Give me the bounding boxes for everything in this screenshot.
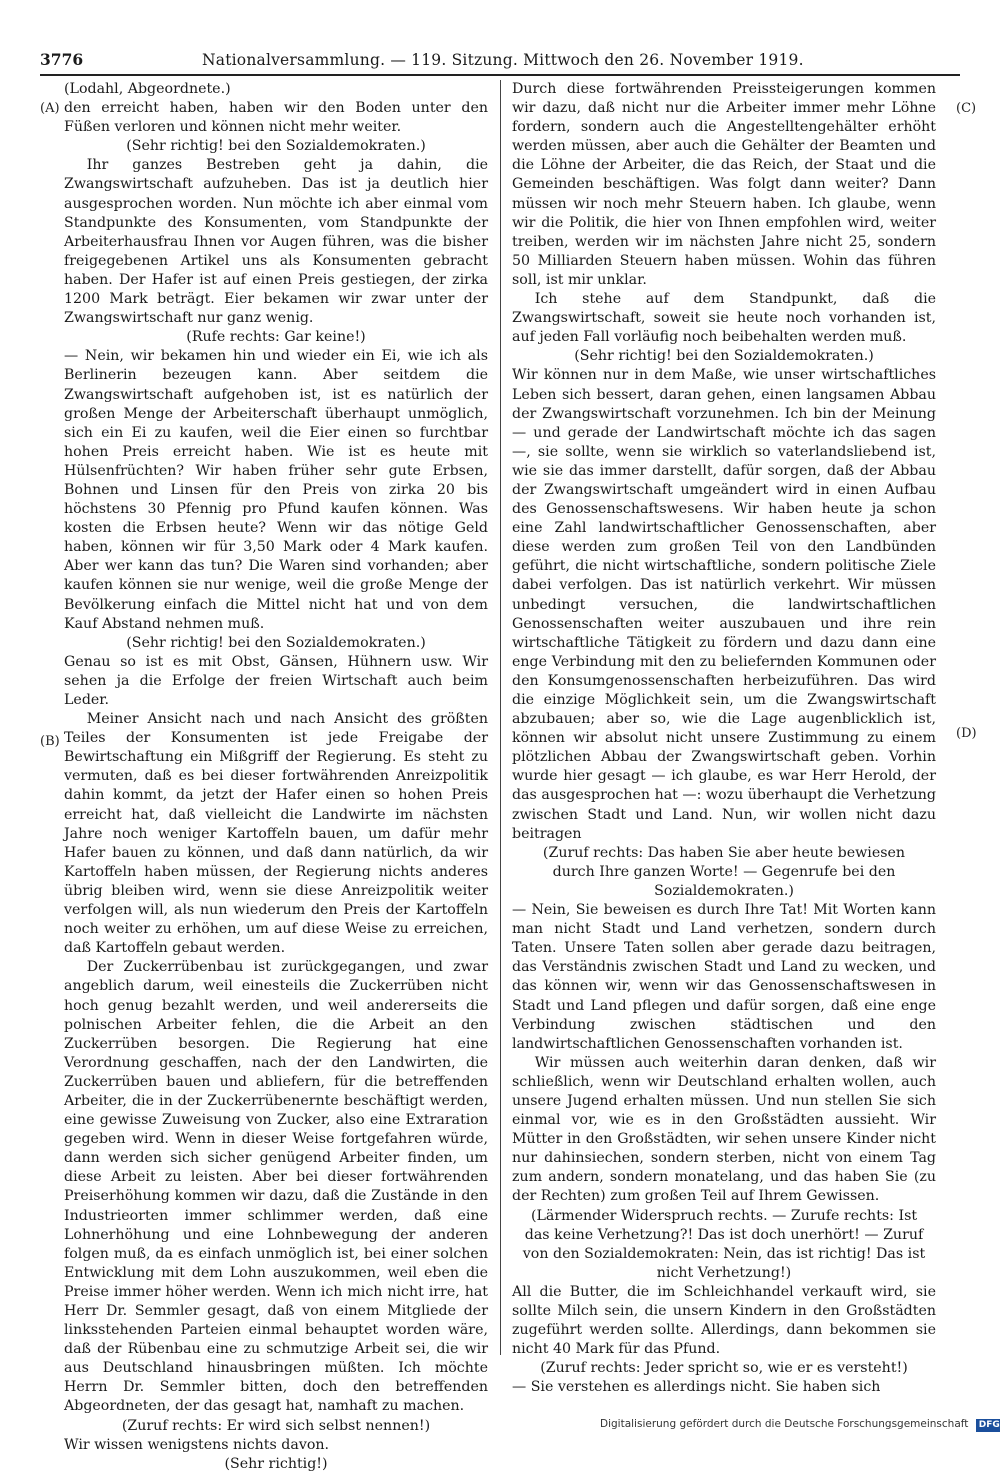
paragraph: — Nein, wir bekamen hin und wieder ein Ei, wie ich als Berlinerin bezeugen kann. Aber seitdem die Zwangswirtschaft aufgehoben ist, ist es natürlich der großen Menge der Arbeiterschaft überhaupt unmöglich, sich ein Ei zu kaufen, weil die Eier einen so furchtbar hohen Preis erreicht haben. Wie ist es heute mit Hülsenfrüchten? Wir haben früher sehr gute Erbsen, Bohnen und Linsen für den Preis von zirka 20 bis höchstens 30 Pfennig pro Pfund kaufen können. Was kosten die Erbsen heute? Wenn wir das nötige Geld haben, können wir für 3,50 Mark oder 4 Mark kaufen. Aber wer kann das tun? Die Waren sind vorhanden; aber kaufen können sie nur wenige, weil die große Menge der Bevölkerung einfach die Mittel nicht hat und von dem Kauf Abstand nehmen muß. (64, 348, 488, 632)
paragraph: Wir können nur in dem Maße, wie unser wirtschaftliches Leben sich bessert, daran gehen, einen langsamen Abbau der Zwangswirtschaft vorzunehmen. Ich bin der Meinung — und gerade der Landwirtschaft möchte ich das sagen —, sie sollte, wenn sie wirklich so vaterlandsliebend ist, wie sie das immer darstellt, dafür sorgen, daß der Abbau der Zwangswirtschaft umgeändert wird in einen Aufbau des Genossenschaftswesens. Wir haben heute ja schon eine Zahl landwirtschaftlicher Genossenschaften, aber diese werden zum großen Teil von den Landbünden geführt, die nicht wirtschaftliche, sondern politische Ziele dabei verfolgen. Das ist natürlich verkehrt. Wir müssen unbedingt versuchen, die landwirtschaftlichen Genossenschaften weiter auszubauen und ihre rein wirtschaftliche Tätigkeit zu fördern und dazu dann eine enge Verbindung mit den zu beliefernden Kommunen oder den Konsumgenossenschaften herbeizuführen. Das wird die einzige Möglichkeit sein, um die Zwangswirtschaft abzubauen; aber so, wie die Lage augenblicklich ist, können wir absolut nicht unsere Zustimmung zu einem plötzlichen Abbau der Zwangswirtschaft geben. Vorhin wurde hier gesagt — ich glaube, es war Herr Herold, der das ausgesprochen hat —: wozu überhaupt die Verhetzung zwischen Stadt und Land. Nun, wir wollen nicht dazu beitragen (512, 367, 936, 842)
page-number: 3776 (40, 50, 84, 69)
interjection: (Zuruf rechts: Er wird sich selbst nennen!) (121, 1417, 431, 1434)
header-rule (40, 74, 960, 76)
margin-mark-b: (B) (40, 734, 60, 749)
paragraph: Meiner Ansicht nach und nach Ansicht des größten Teiles der Konsumenten ist jede Freigabe der Bewirtschaftung ein Mißgriff der Regierung. Es steht zu vermuten, daß es bei dieser fortwährenden Anreizpolitik dahin kommt, da jetzt der Hafer einen so hohen Preis erreicht hat, daß vielleicht die Landwirte im nächsten Jahre noch weniger Kartoffeln bauen, um dafür mehr Hafer bauen zu können, und daß dann natürlich, da wir Kartoffeln haben müssen, der Regierung nichts anderes übrig bleiben wird, wenn sie diese Anreizpolitik weiter verfolgen will, als nun wiederum den Preis der Kartoffeln noch weiter zu erhöhen, um auf diese Weise zu erreichen, daß Kartoffeln gebaut werden. (64, 711, 488, 957)
margin-mark-c: (C) (956, 101, 977, 116)
paragraph: Der Zuckerrübenbau ist zurückgegangen, und zwar angeblich darum, weil einesteils die Zuckerrüben nicht hoch genug bezahlt werden, und weil andererseits die polnischen Arbeiter fehlen, die die Arbeit an den Zuckerrüben besorgen. Die Regierung hat eine Verordnung geschaffen, nach der den Landwirten, die Zuckerrüben bauen und abliefern, für die betreffenden Arbeiter, die in der Zuckerrübenernte beschäftigt werden, eine gewisse Zuweisung von Zucker, also eine Extraration gegeben wird. Wenn in dieser Weise fortgefahren würde, dann werden sich sicher genügend Arbeiter finden, um diese Arbeit zu leisten. Aber bei dieser fortwährenden Preiserhöhung kommen wir dazu, daß die Zustände in den Industrieorten immer schlimmer werden, daß eine Lohnerhöhung und eine Lohnbewegung der anderen folgen muß, da es einfach unmöglich ist, bei einer solchen Entwicklung mit dem Lohn auszukommen, weil eben die Preise immer höher werden. Wenn ich mich nicht irre, hat Herr Dr. Semmler gesagt, daß von einem Mitgliede der linksstehenden Parteien einmal behauptet worden wäre, daß der Rübenbau eine zu schmutzige Arbeit sei, die wir aus Deutschland hinausbringen müßten. Ich möchte Herrn Dr. Semmler bitten, doch den betreffenden Abgeordneten, der das gesagt hat, namhaft zu machen. (64, 959, 488, 1415)
interjection: (Sehr richtig! bei den Sozialdemokraten.) (126, 634, 426, 651)
paragraph: den erreicht haben, haben wir den Boden unter den Füßen verloren und können nicht mehr weiter. (64, 100, 488, 136)
left-column (64, 80, 488, 1474)
paragraph: Wir wissen wenigstens nichts davon. (64, 1436, 330, 1453)
paragraph: — Sie verstehen es allerdings nicht. Sie haben sich (512, 1379, 881, 1396)
interjection: (Sehr richtig!) (224, 1455, 328, 1472)
interjection: (Rufe rechts: Gar keine!) (186, 329, 366, 346)
paragraph: Ich stehe auf dem Standpunkt, daß die Zwangswirtschaft, soweit sie heute noch vorhanden ist, auf jeden Fall vorläufig noch beibehalten werden muß. (512, 291, 936, 346)
speaker-label: (Lodahl, Abgeordnete.) (64, 81, 231, 97)
column-divider (500, 80, 501, 1355)
paragraph: All die Butter, die im Schleichhandel verkauft wird, sie sollte Milch sein, die unsern Kindern in den Großstädten zugeführt werden sollte. Allerdings, dann bekommen sie nicht 40 Mark für das Pfund. (512, 1283, 936, 1358)
margin-mark-d: (D) (956, 726, 977, 741)
interjection: (Lärmender Widerspruch rechts. — Zurufe rechts: Ist das keine Verhetzung?! Das ist doch unerhört! — Zuruf von den Sozialdemokraten: Nein, das ist richtig! Das ist nicht Verhetzung!) (522, 1207, 926, 1281)
margin-mark-a: (A) (40, 101, 60, 116)
paragraph: Ihr ganzes Bestreben geht ja dahin, die Zwangswirtschaft aufzuheben. Das ist ja deutlich hier ausgesprochen worden. Nun möchte ich aber einmal vom Standpunkte des Konsumenten, vom Standpunkte der Arbeiterhausfrau Ihnen vor Augen führen, was die bisher freigegebenen Artikel uns als Konsumenten gebracht haben. Der Hafer ist auf einen Preis gestiegen, der zirka 1200 Mark beträgt. Eier bekamen wir zwar unter der Zwangswirtschaft nur ganz wenig. (64, 157, 488, 327)
interjection: (Zuruf rechts: Jeder spricht so, wie er es versteht!) (540, 1360, 908, 1377)
interjection: (Zuruf rechts: Das haben Sie aber heute bewiesen durch Ihre ganzen Worte! — Gegenrufe bei den Sozialdemokraten.) (542, 844, 906, 899)
paragraph: Durch diese fortwährenden Preissteigerungen kommen wir dazu, daß nicht nur die Arbeiter immer mehr Löhne fordern, sondern auch die Angestelltengehälter erhöht werden müssen, aber auch die Gehälter der Beamten und die Löhne der Arbeiter, die das Reich, der Staat und die Gemeinden beschäftigen. Was folgt dann weiter? Dann müssen wir noch mehr Steuern haben. Ich glaube, wenn wir die Politik, die hier von Ihnen empfohlen wird, weiter treiben, werden wir im nächsten Jahre nicht 25, sondern 50 Milliarden Steuern haben müssen. Wohin das führen soll, ist mir unklar. (512, 81, 936, 288)
paragraph: Wir müssen auch weiterhin daran denken, daß wir schließlich, wenn wir Deutschland erhalten wollen, auch unsere Jugend erhalten müssen. Und nun stellen Sie sich einmal vor, wie es in den Großstädten aussieht. Wir Mütter in den Großstädten, wir sehen unsere Kinder nicht nur dahinsiechen, sondern sterben, nicht von einem Tag zum andern, sondern monatelang, und das haben Sie (zu der Rechten) zum großen Teil auf Ihrem Gewissen. (512, 1054, 936, 1205)
paragraph: Genau so ist es mit Obst, Gänsen, Hühnern usw. Wir sehen ja die Erfolge der freien Wirtschaft auch beim Leder. (64, 653, 488, 708)
dfg-logo: DFG (976, 1419, 1000, 1432)
page-header (40, 48, 960, 72)
right-column (512, 80, 936, 1397)
paragraph: — Nein, Sie beweisen es durch Ihre Tat! Mit Worten kann man nicht Stadt und Land verhetzen, sondern durch Taten. Unsere Taten sollen aber gerade dazu beitragen, das Verständnis zwischen Stadt und Land zu wecken, und das können wir, wenn wir das Genossenschaftswesen in Stadt und Land pflegen und dafür sorgen, daß eine enge Verbindung zwischen städtischen und den landwirtschaftlichen Genossenschaften vorhanden ist. (512, 902, 936, 1052)
running-title: Nationalversammlung. — 119. Sitzung. Mittwoch den 26. November 1919. (202, 51, 804, 69)
credit-text: Digitalisierung gefördert durch die Deutsche Forschungsgemeinschaft (600, 1418, 969, 1430)
digitization-credit (600, 1416, 1000, 1432)
interjection: (Sehr richtig! bei den Sozialdemokraten.) (126, 138, 426, 155)
interjection: (Sehr richtig! bei den Sozialdemokraten.) (574, 348, 874, 365)
